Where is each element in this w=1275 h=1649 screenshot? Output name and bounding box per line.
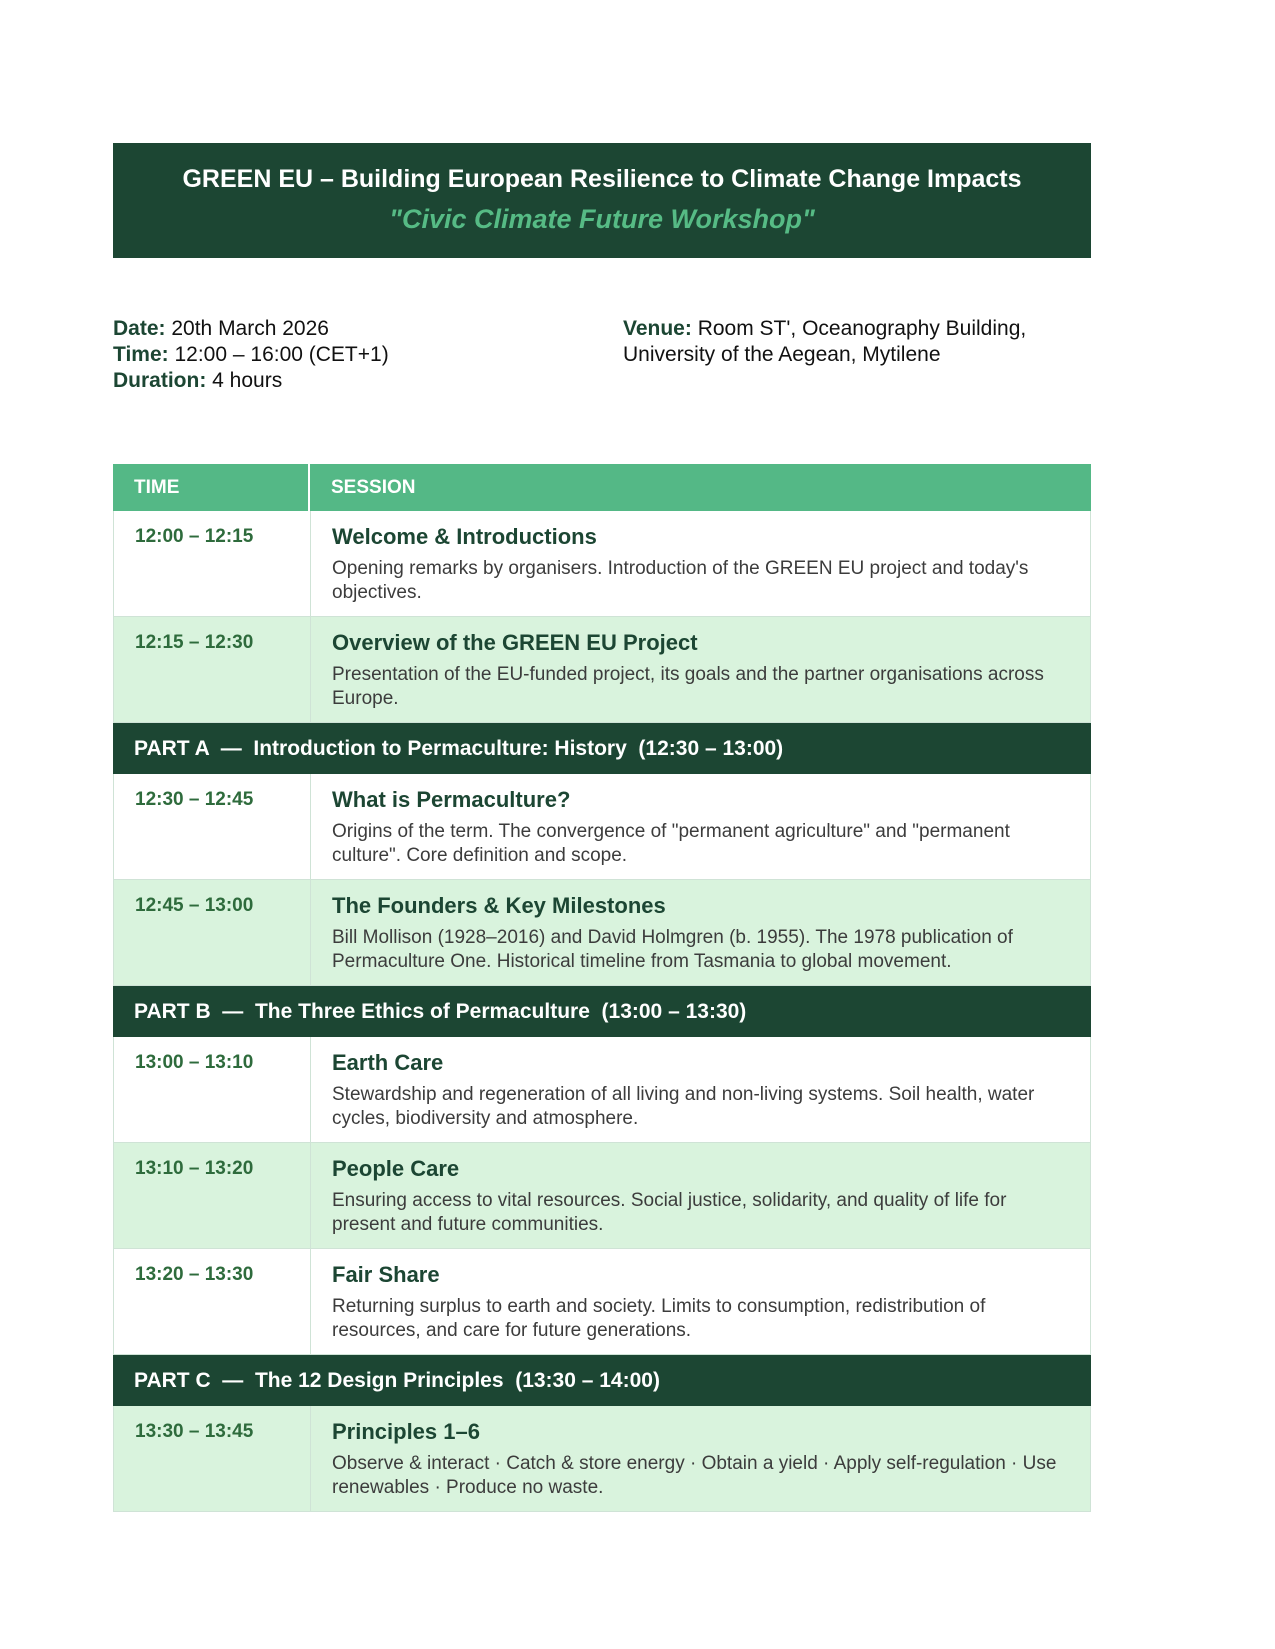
session-description: Returning surplus to earth and society. Limits to consumption, redistribution of resources, and care for future generations. (332, 1296, 986, 1341)
session-title: Earth Care (332, 1050, 444, 1075)
venue-details (623, 316, 1026, 368)
column-header-time: TIME (113, 464, 310, 511)
session-time: 12:15 – 12:30 (114, 617, 311, 722)
table-row (113, 880, 1091, 986)
document-title: GREEN EU – Building European Resilience to Climate Change Impacts (182, 165, 1022, 193)
session-description: Origins of the term. The convergence of "permanent agriculture" and "permanent culture". Core definition and scope. (332, 821, 1010, 866)
date-label: Date: (113, 317, 166, 340)
venue-value-line1: Room ST', Oceanography Building, (697, 317, 1027, 340)
session-time: 12:45 – 13:00 (114, 880, 311, 985)
column-header-session: SESSION (331, 477, 416, 498)
event-details (113, 316, 389, 394)
session-time: 12:00 – 12:15 (114, 511, 311, 616)
date-value: 20th March 2026 (171, 317, 329, 340)
table-row (113, 511, 1091, 617)
time-line (113, 342, 389, 368)
session-title: Overview of the GREEN EU Project (332, 630, 698, 655)
session-description: Opening remarks by organisers. Introduction of the GREEN EU project and today's objectives. (332, 558, 1029, 603)
duration-label: Duration: (113, 369, 207, 392)
venue-label: Venue: (623, 317, 692, 340)
part-c-header: PART C — The 12 Design Principles (13:30 – 14:00) (113, 1355, 1091, 1406)
part-a-header: PART A — Introduction to Permaculture: History (12:30 – 13:00) (113, 723, 1091, 774)
time-value: 12:00 – 16:00 (CET+1) (174, 343, 389, 366)
part-b-header: PART B — The Three Ethics of Permaculture (13:00 – 13:30) (113, 986, 1091, 1037)
session-title: What is Permaculture? (332, 787, 571, 812)
duration-value: 4 hours (212, 369, 283, 392)
session-description: Presentation of the EU-funded project, its goals and the partner organisations across Europe. (332, 664, 1044, 709)
session-description: Stewardship and regeneration of all living and non-living systems. Soil health, water cycles, biodiversity and atmosphere. (332, 1084, 1035, 1129)
session-time: 13:30 – 13:45 (114, 1406, 311, 1511)
session-time: 12:30 – 12:45 (114, 774, 311, 879)
table-header (113, 464, 1091, 511)
session-description: Observe & interact · Catch & store energy · Obtain a yield · Apply self-regulation · Use renewables · Produce no waste. (332, 1453, 1057, 1498)
session-time: 13:10 – 13:20 (114, 1143, 311, 1248)
venue-line (623, 316, 1026, 342)
session-description: Bill Mollison (1928–2016) and David Holmgren (b. 1955). The 1978 publication of Permaculture One. Historical timeline from Tasmania to global movement. (332, 927, 1013, 972)
table-row (113, 617, 1091, 723)
session-title: The Founders & Key Milestones (332, 893, 666, 918)
duration-line (113, 368, 389, 394)
table-row (113, 1037, 1091, 1143)
document-subtitle: "Civic Climate Future Workshop" (389, 204, 815, 234)
table-row (113, 1249, 1091, 1355)
session-description: Ensuring access to vital resources. Social justice, solidarity, and quality of life for present and future communities. (332, 1190, 1007, 1235)
agenda-table (113, 464, 1091, 1512)
time-label: Time: (113, 343, 169, 366)
table-row (113, 1143, 1091, 1249)
date-line (113, 316, 389, 342)
session-title: People Care (332, 1156, 460, 1181)
header-banner (113, 143, 1091, 258)
session-title: Welcome & Introductions (332, 524, 597, 549)
session-time: 13:20 – 13:30 (114, 1249, 311, 1354)
table-row (113, 1406, 1091, 1512)
table-row (113, 774, 1091, 880)
venue-value-line2: University of the Aegean, Mytilene (623, 343, 941, 366)
session-time: 13:00 – 13:10 (114, 1037, 311, 1142)
session-title: Principles 1–6 (332, 1419, 480, 1444)
session-title: Fair Share (332, 1262, 440, 1287)
